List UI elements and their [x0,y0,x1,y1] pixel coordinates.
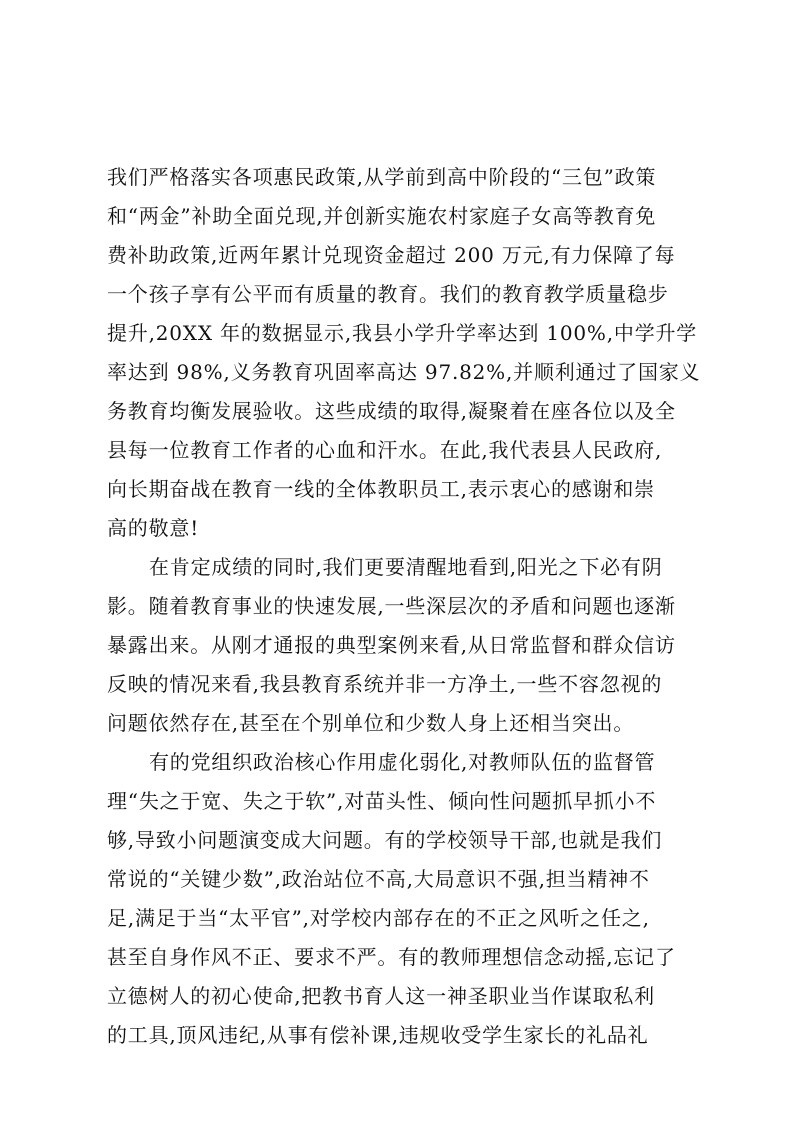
text-line: 务教育均衡发展验收。这些成绩的取得,凝聚着在座各位以及全 [107,399,676,423]
text-line: 足,满足于当“太平官”,对学校内部存在的不正之风听之任之, [107,906,650,930]
text-line: 问题依然存在,甚至在个别单位和少数人身上还相当突出。 [107,711,635,735]
text-line: 影。随着教育事业的快速发展,一些深层次的矛盾和问题也逐渐 [107,594,676,618]
text-line: 理“失之于宽、失之于软”,对苗头性、倾向性问题抓早抓小不 [107,789,657,813]
text-line: 向长期奋战在教育一线的全体教职员工,表示衷心的感谢和崇 [107,477,655,501]
text-line: 立德树人的初心使命,把教书育人这一神圣职业当作谋取私利 [107,984,655,1008]
text-line: 够,导致小问题演变成大问题。有的学校领导干部,也就是我们 [107,828,663,852]
text-line: 的工具,顶风违纪,从事有偿补课,违规收受学生家长的礼品礼 [107,1023,649,1047]
paragraph [107,548,697,743]
document-page [107,158,701,1055]
text-line: 费补助政策,近两年累计兑现资金超过 200 万元,有力保障了每 [107,243,676,267]
text-line: 高的敬意! [107,516,200,540]
paragraph [107,743,697,1055]
paragraph [107,158,701,548]
text-line: 反映的情况来看,我县教育系统并非一方净土,一些不容忽视的 [107,672,663,696]
text-line: 县每一位教育工作者的心血和汗水。在此,我代表县人民政府, [107,438,663,462]
text-line: 常说的“关键少数”,政治站位不高,大局意识不强,担当精神不 [107,867,650,891]
text-line: 暴露出来。从刚才通报的典型案例来看,从日常监督和群众信访 [107,633,676,657]
text-line: 率达到 98%,义务教育巩固率高达 97.82%,并顺利通过了国家义 [107,360,701,384]
text-line: 和“两金”补助全面兑现,并创新实施农村家庭子女高等教育免 [107,204,657,228]
text-line: 甚至自身作风不正、要求不严。有的教师理想信念动摇,忘记了 [107,945,676,969]
text-line: 我们严格落实各项惠民政策,从学前到高中阶段的“三包”政策 [107,165,657,189]
text-line: 一个孩子享有公平而有质量的教育。我们的教育教学质量稳步 [107,282,669,306]
text-line: 在肯定成绩的同时,我们更要清醒地看到,阳光之下必有阴 [149,555,663,579]
text-line: 有的党组织政治核心作用虚化弱化,对教师队伍的监督管 [149,750,656,774]
text-line: 提升,20XX 年的数据显示,我县小学升学率达到 100%,中学升学 [107,321,698,345]
